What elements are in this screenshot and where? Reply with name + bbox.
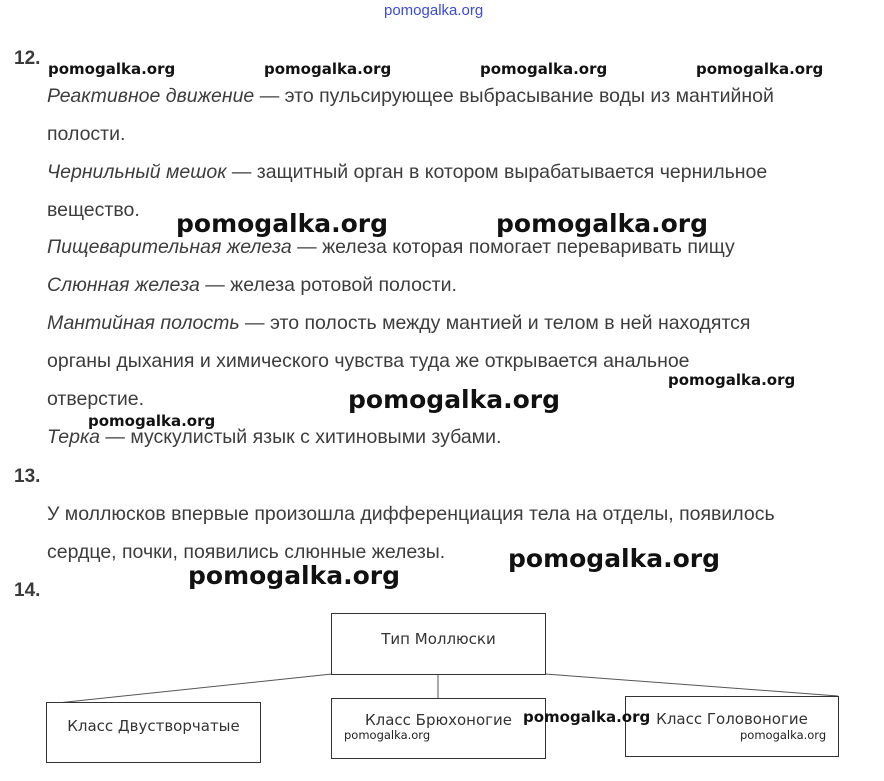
definition-text: — это пульсирующее выбрасывание воды из мантийной <box>254 85 774 107</box>
definition-continuation: вещество. <box>47 199 140 221</box>
watermark: pomogalka.org <box>48 60 176 78</box>
question-number-12: 12. <box>14 48 41 69</box>
term: Реактивное движение <box>47 85 255 107</box>
diagram-child-node <box>625 696 839 757</box>
watermark-top: pomogalka.org <box>384 2 484 19</box>
watermark: pomogalka.org <box>523 708 651 726</box>
answer-text: сердце, почки, появились слюнные железы. <box>47 541 446 563</box>
diagram-root-node <box>331 613 546 675</box>
definition-text: — мускулистый язык с хитиновыми зубами. <box>100 426 502 448</box>
node-label: Класс Брюхоногие <box>364 710 513 729</box>
answer-text: У моллюсков впервые произошла дифференциация тела на отделы, появилось <box>47 503 775 525</box>
watermark: pomogalka.org <box>668 371 796 389</box>
definition-text: — железа ротовой полости. <box>199 274 457 296</box>
watermark: pomogalka.org <box>740 728 827 742</box>
definition-continuation: полости. <box>47 123 126 145</box>
term: Мантийная полость <box>47 312 240 334</box>
watermark: pomogalka.org <box>344 728 431 742</box>
watermark: pomogalka.org <box>496 209 709 238</box>
term: Пищеварительная железа <box>47 236 292 258</box>
definition-text: — защитный орган в котором вырабатывается чернильное <box>226 161 768 183</box>
node-label: Класс Головоногие <box>656 709 808 728</box>
diagram-child-node <box>46 702 261 763</box>
definition-text: — железа которая помогает переваривать пищу <box>291 236 735 258</box>
term: Слюнная железа <box>47 274 200 296</box>
watermark: pomogalka.org <box>176 209 389 238</box>
watermark: pomogalka.org <box>188 561 401 590</box>
term: Терка <box>47 426 101 448</box>
definition-continuation: отверстие. <box>47 388 145 410</box>
watermark: pomogalka.org <box>264 60 392 78</box>
watermark: pomogalka.org <box>696 60 824 78</box>
connector-line <box>545 674 838 696</box>
definition-continuation: органы дыхания и химического чувства туда же открывается анальное <box>47 350 690 372</box>
watermark: pomogalka.org <box>88 412 216 430</box>
watermark: pomogalka.org <box>480 60 608 78</box>
term: Чернильный мешок <box>47 161 227 183</box>
question-number-14: 14. <box>14 580 41 601</box>
node-label: Класс Двустворчатые <box>67 716 240 735</box>
watermark: pomogalka.org <box>508 544 721 573</box>
connector-line <box>48 674 332 704</box>
watermark: pomogalka.org <box>348 385 561 414</box>
definition-text: — это полость между мантией и телом в ней находятся <box>239 312 751 334</box>
question-number-13: 13. <box>14 466 41 487</box>
node-label: Тип Моллюски <box>381 630 496 648</box>
